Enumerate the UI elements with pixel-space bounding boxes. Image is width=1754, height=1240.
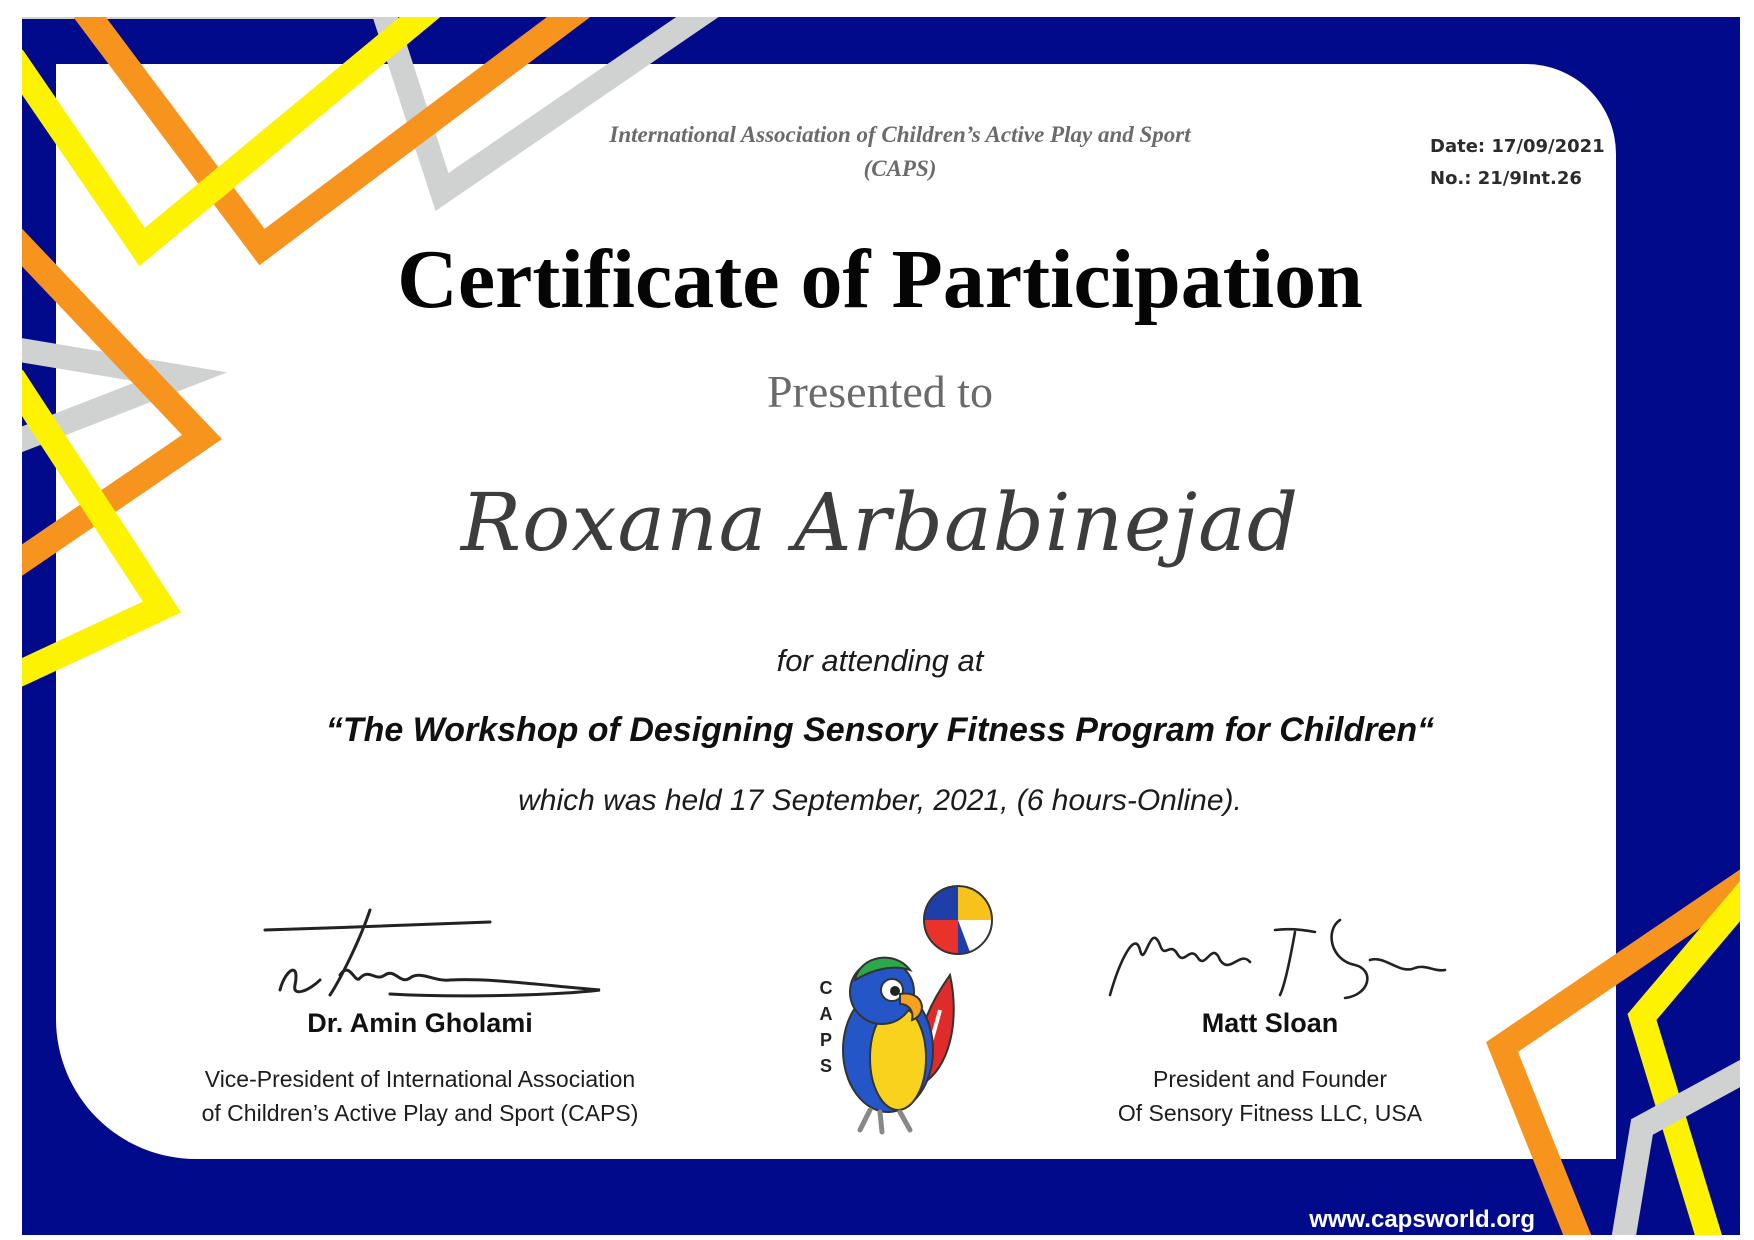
signatory-name-right: Matt Sloan (1201, 1008, 1339, 1038)
issue-date: Date: 17/09/2021 (1430, 136, 1605, 157)
website-url[interactable]: www.capsworld.org (1309, 1206, 1535, 1233)
attending-label: for attending at (776, 643, 984, 678)
workshop-title: “The Workshop of Designing Sensory Fitness Program for Children“ (325, 711, 1435, 749)
signatory-name-left: Dr. Amin Gholami (307, 1008, 533, 1038)
logo-letter-a: A (819, 1004, 833, 1024)
presented-to-label: Presented to (766, 366, 994, 417)
caps-parrot-logo (800, 880, 1020, 1150)
organization-name-line1: International Association of Children’s Active Play and Sport (609, 122, 1191, 147)
signatory-role-right-line1: President and Founder (1153, 1066, 1387, 1092)
certificate-number: No.: 21/9Int.26 (1430, 168, 1582, 189)
signature-matt-sloan (1100, 900, 1450, 1010)
signatory-role-left-line1: Vice-President of International Association (204, 1066, 636, 1092)
organization-name-line2: (CAPS) (863, 156, 937, 181)
logo-letter-p: P (819, 1030, 833, 1050)
signatory-role-right-line2: Of Sensory Fitness LLC, USA (1117, 1100, 1423, 1126)
recipient-name: Roxana Arbabinejad (460, 476, 1300, 569)
organization-name (490, 118, 1310, 186)
certificate-title: Certificate of Participation (397, 233, 1363, 326)
logo-letter-c: C (819, 978, 833, 998)
event-details: which was held 17 September, 2021, (6 hours-Online). (518, 784, 1242, 817)
certificate-meta (1430, 131, 1690, 195)
ball-icon (924, 886, 992, 954)
signature-amin-gholami (260, 890, 630, 1010)
signatory-role-left-line2: of Children’s Active Play and Sport (CAPS) (201, 1100, 639, 1126)
logo-letter-s: S (819, 1056, 833, 1076)
